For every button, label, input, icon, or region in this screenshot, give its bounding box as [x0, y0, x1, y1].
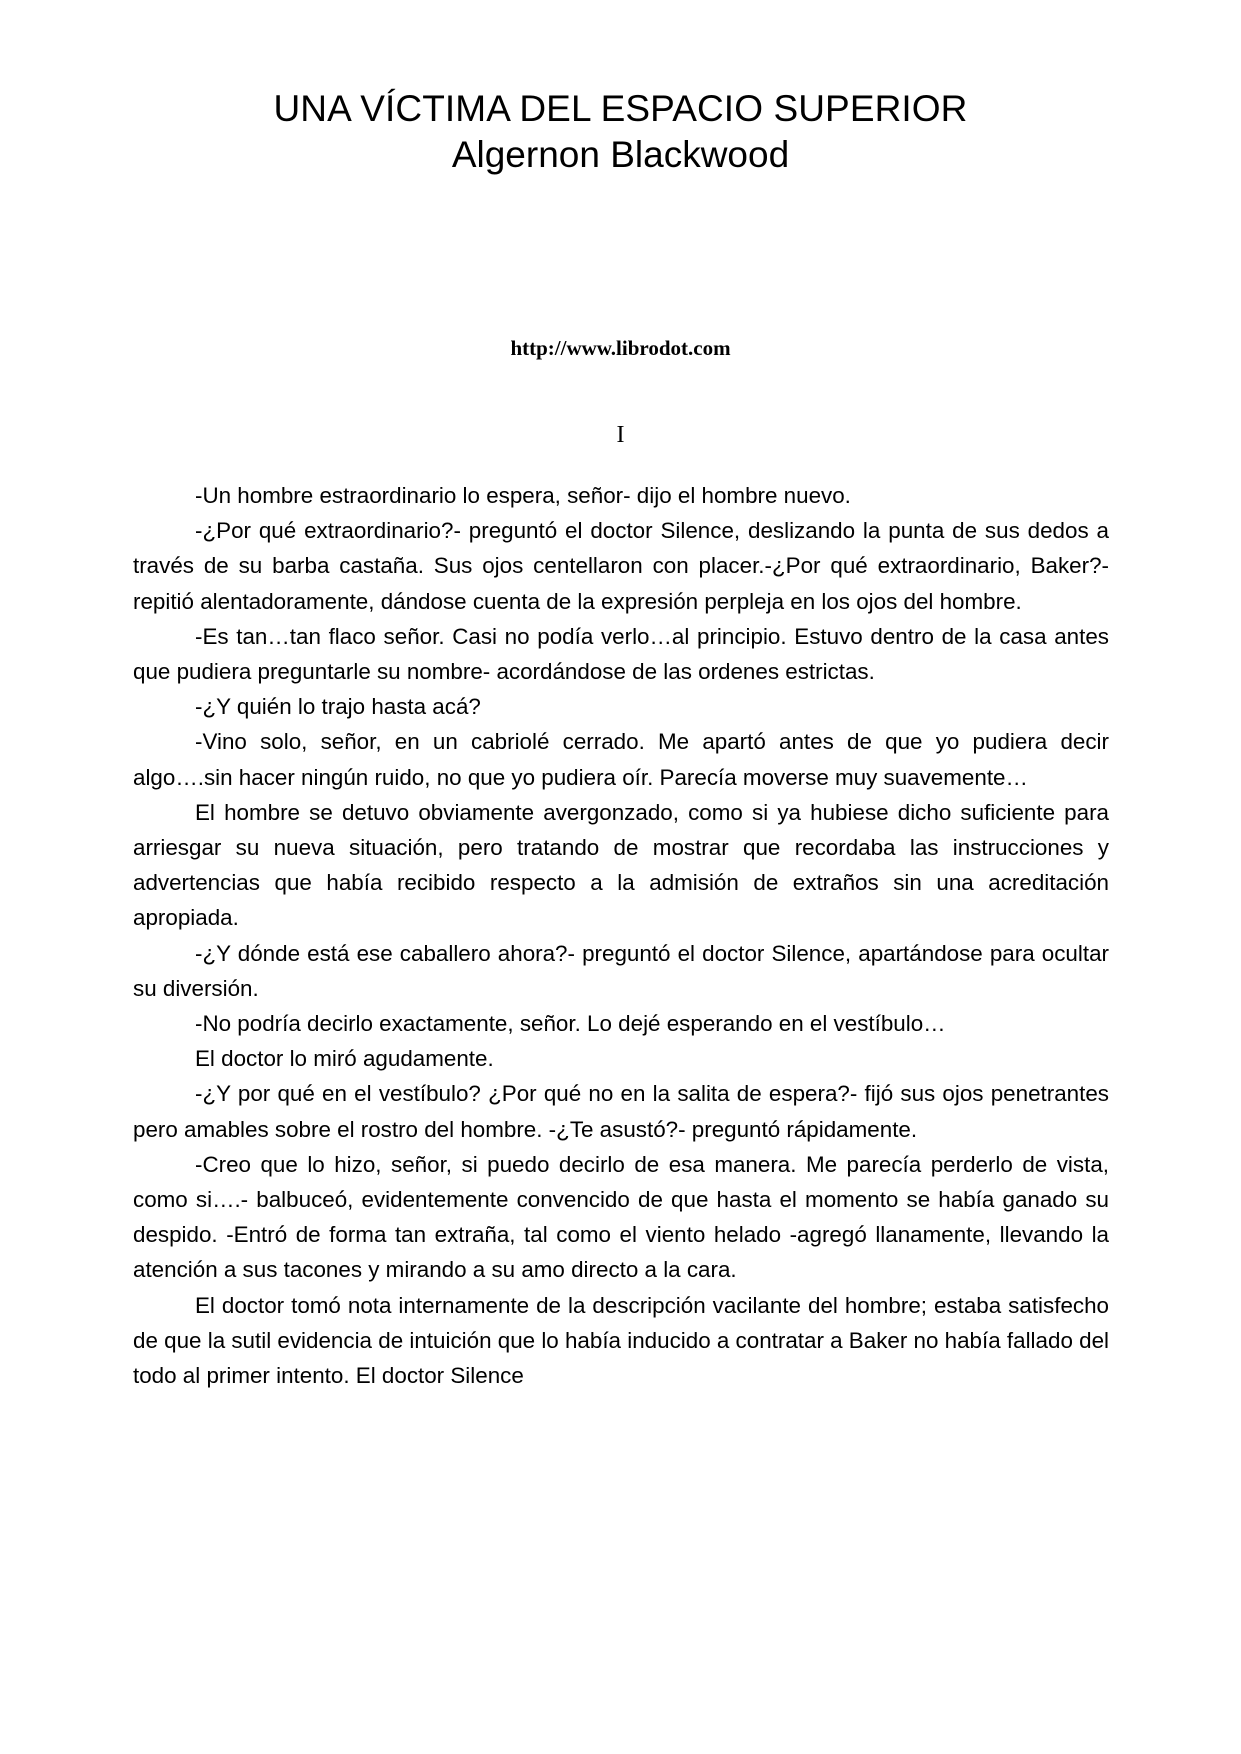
body-paragraph: -Un hombre estraordinario lo espera, señor- dijo el hombre nuevo.: [195, 483, 851, 508]
source-url[interactable]: http://www.librodot.com: [510, 336, 731, 360]
author-name: Algernon Blackwood: [451, 134, 790, 175]
page-title: UNA VÍCTIMA DEL ESPACIO SUPERIOR: [273, 88, 968, 129]
body-paragraph: -¿Y por qué en el vestíbulo? ¿Por qué no en la salita de espera?- fijó sus ojos penetrantes pero amables sobre el rostro del hombre. -¿Te asustó?- preguntó rápidamente.: [133, 1081, 1109, 1142]
body-text: [133, 478, 1109, 1393]
body-paragraph: -Es tan…tan flaco señor. Casi no podía verlo…al principio. Estuvo dentro de la casa antes que pudiera preguntarle su nombre- acordándose de las ordenes estrictas.: [133, 623, 1109, 685]
body-paragraph: -No podría decirlo exactamente, señor. Lo dejé esperando en el vestíbulo…: [195, 1011, 946, 1037]
section-numeral: I: [616, 422, 625, 448]
body-paragraph: El doctor tomó nota internamente de la descripción vacilante del hombre; estaba satisfecho de que la sutil evidencia de intuición que lo había inducido a contratar a Baker no había fallado del todo al primer intento. El doctor Silence: [133, 1292, 1109, 1389]
body-paragraph: El hombre se detuvo obviamente avergonzado, como si ya hubiese dicho suficiente para arriesgar su nueva situación, pero tratando de mostrar que recordaba las instrucciones y advertencias que había recibido respecto a la admisión de extraños sin una acreditación apropiada.: [133, 799, 1109, 931]
body-paragraph: -Vino solo, señor, en un cabriolé cerrado. Me apartó antes de que yo pudiera decir algo….sin hacer ningún ruido, no que yo pudiera oír. Parecía moverse muy suavemente…: [133, 729, 1109, 790]
body-paragraph: -¿Y dónde está ese caballero ahora?- preguntó el doctor Silence, apartándose para ocultar su diversión.: [133, 940, 1109, 1001]
body-paragraph: -¿Por qué extraordinario?- preguntó el doctor Silence, deslizando la punta de sus dedos a través de su barba castaña. Sus ojos centellaron con placer.-¿Por qué extraordinario, Baker?- repitió alentadoramente, dándose cuenta de la expresión perpleja en los ojos del hombre.: [133, 518, 1109, 614]
title-block: [133, 86, 1108, 178]
body-paragraph: -¿Y quién lo trajo hasta acá?: [195, 694, 481, 720]
body-paragraph: -Creo que lo hizo, señor, si puedo decirlo de esa manera. Me parecía perderlo de vista, como si….- balbuceó, evidentemente convencido de que hasta el momento se había ganado su despido. -Entró de forma tan extraña, tal como el viento helado -agregó llanamente, llevando la atención a sus tacones y mirando a su amo directo a la cara.: [133, 1151, 1109, 1283]
body-paragraph: El doctor lo miró agudamente.: [195, 1046, 494, 1072]
